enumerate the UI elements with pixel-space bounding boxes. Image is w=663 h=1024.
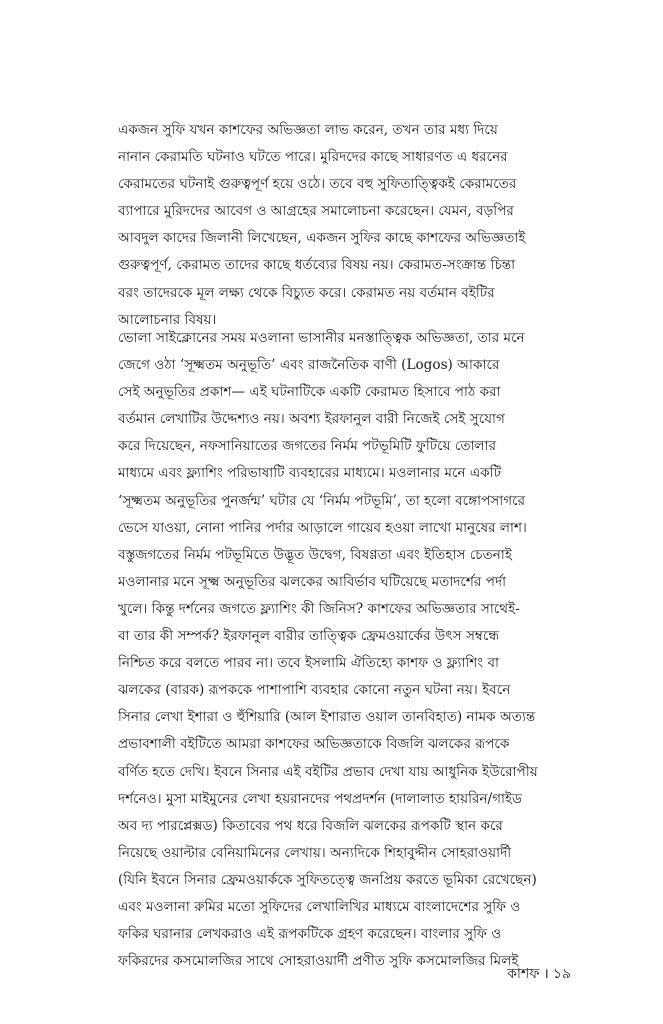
text-line: ফকিরদের কসমোলজির সাথে সোহরাওয়ার্দী প্রণীত সুফি কসমোলজির মিলই: [118, 953, 519, 970]
text-line: বরং তাদেরকে মূল লক্ষ্য থেকে বিচ্যুত করে। কেরামত নয় বর্তমান বইটির: [118, 284, 495, 301]
text-line: কেরামতের ঘটনাই গুরুত্বপূর্ণ হয়ে ওঠে। তবে বহু সুফিতাত্ত্বিকই কেরামতের: [118, 176, 517, 193]
footer-separator: ।: [543, 966, 549, 982]
text-line: ফকির ঘরানার লেখকরাও এই রূপকটিকে গ্রহণ করেছেন। বাংলার সুফি ও: [118, 926, 502, 943]
text-line: ভোলা সাইক্লোনের সময় মওলানা ভাসানীর মনস্তাত্ত্বিক অভিজ্ঞতা, তার মনে: [118, 330, 525, 346]
text-line: ভেসে যাওয়া, নোনা পানির পর্দার আড়ালে গায়েব হওয়া লাখো মানুষের লাশ।: [118, 519, 527, 536]
text-line: গুরুত্বপূর্ণ, কেরামত তাদের কাছে ধর্তব্যের বিষয় নয়। কেরামত-সংক্রান্ত চিন্তা: [118, 257, 516, 274]
text-line: নানান কেরামতি ঘটনাও ঘটতে পারে। মুরিদদের কাছে সাধারণত এ ধরনের: [118, 149, 508, 166]
text-line: জেগে ওঠা ‘সূক্ষ্মতম অনুভূতি’ এবং রাজনৈতিক বাণী (Logos) আকারে: [118, 357, 500, 374]
text-line: একজন সুফি যখন কাশফের অভিজ্ঞতা লাভ করেন, তখন তার মধ্য দিয়ে: [118, 122, 498, 138]
text-line: এবং মওলানা রুমির মতো সুফিদের লেখালিখির মাধ্যমে বাংলাদেশের সুফি ও: [118, 898, 521, 915]
text-line: দর্শনেও। মুসা মাইমুনের লেখা হয়রানদের পথপ্রদর্শন (দালালাত হায়রিন/গাইড: [118, 790, 523, 807]
text-line: বর্ণিত হতে দেখি। ইবনে সিনার এই বইটির প্রভাব দেখা যায় আধুনিক ইউরোপীয়: [118, 763, 538, 780]
text-line: নিশ্চিত করে বলতে পারব না। তবে ইসলামি ঐতিহ্যে কাশফ ও ফ্ল্যাশিং বা: [118, 655, 499, 672]
page-number: ১৯: [552, 966, 571, 982]
text-line: ঝলকের (বারক) রূপককে পাশাপাশি ব্যবহার কোনো নতুন ঘটনা নয়। ইবনে: [118, 682, 511, 699]
text-line: করে দিয়েছেন, নফসানিয়াতের জগতের নির্মম পটভূমিটি ফুটিয়ে তোলার: [118, 438, 497, 455]
paragraph-1: [118, 117, 560, 334]
page-footer: [507, 962, 571, 986]
text-line: ‘সূক্ষ্মতম অনুভূতির পুনর্জন্ম’ ঘটার যে ‘নির্মম পটভূমি’, তা হলো বঙ্গোপসাগরে: [118, 492, 526, 509]
text-line: আবদুল কাদের জিলানী লিখেছেন, একজন সুফির কাছে কাশফের অভিজ্ঞতাই: [118, 230, 526, 247]
text-line: সেই অনুভূতির প্রকাশ— এই ঘটনাটিকে একটি কেরামত হিসাবে পাঠ করা: [118, 384, 501, 401]
text-line: মওলানার মনে সূক্ষ্ম অনুভূতির ঝলকের আবির্ভাব ঘটিয়েছে মতাদর্শের পর্দা: [118, 573, 507, 590]
text-line: ব্যাপারে মুরিদদের আবেগ ও আগ্রহের সমালোচনা করেছেন। যেমন, বড়পির: [118, 203, 514, 220]
text-line: প্রভাবশালী বইটিতে আমরা কাশফের অভিজ্ঞতাকে বিজলি ঝলকের রূপকে: [118, 736, 510, 753]
text-line: খুলে। কিন্তু দর্শনের জগতে ফ্ল্যাশিং কী জিনিস? কাশফের অভিজ্ঞতার সাথেই-: [118, 600, 520, 617]
text-line: বস্তুজগতের নির্মম পটভূমিতে উদ্ভূত উদ্বেগ, বিষণ্ণতা এবং ইতিহাস চেতনাই: [118, 546, 512, 563]
text-line: বা তার কী সম্পর্ক? ইরফানুল বারীর তাত্ত্বিক ফ্রেমওয়ার্কের উৎস সম্বন্ধে: [118, 628, 500, 645]
text-line: সিনার লেখা ইশারা ও হুঁশিয়ারি (আল ইশারাত ওয়াল তানবিহাত) নামক অত্যন্ত: [118, 709, 536, 726]
text-line: আলোচনার বিষয়।: [118, 311, 217, 328]
text-line: নিয়েছে ওয়াল্টার বেনিয়ামিনের লেখায়। অন্যদিকে শিহাবুদ্দীন সোহরাওয়ার্দী: [118, 844, 512, 861]
text-line: (যিনি ইবনে সিনার ফ্রেমওয়ার্ককে সুফিতত্ত্বে জনপ্রিয় করতে ভূমিকা রেখেছেন): [118, 871, 537, 888]
text-line: অব দ্য পারপ্লেক্সড) কিতাবের পথ ধরে বিজলি ঝলকের রূপকটি স্থান করে: [118, 817, 503, 834]
paragraph-2: [118, 325, 560, 975]
text-line: মাধ্যমে এবং ফ্ল্যাশিং পরিভাষাটি ব্যবহারের মাধ্যমে। মওলানার মনে একটি: [118, 465, 502, 482]
running-section-title: কাশফ: [507, 966, 540, 982]
text-line: বর্তমান লেখাটির উদ্দেশ্যও নয়। অবশ্য ইরফানুল বারী নিজেই সেই সুযোগ: [118, 411, 505, 428]
